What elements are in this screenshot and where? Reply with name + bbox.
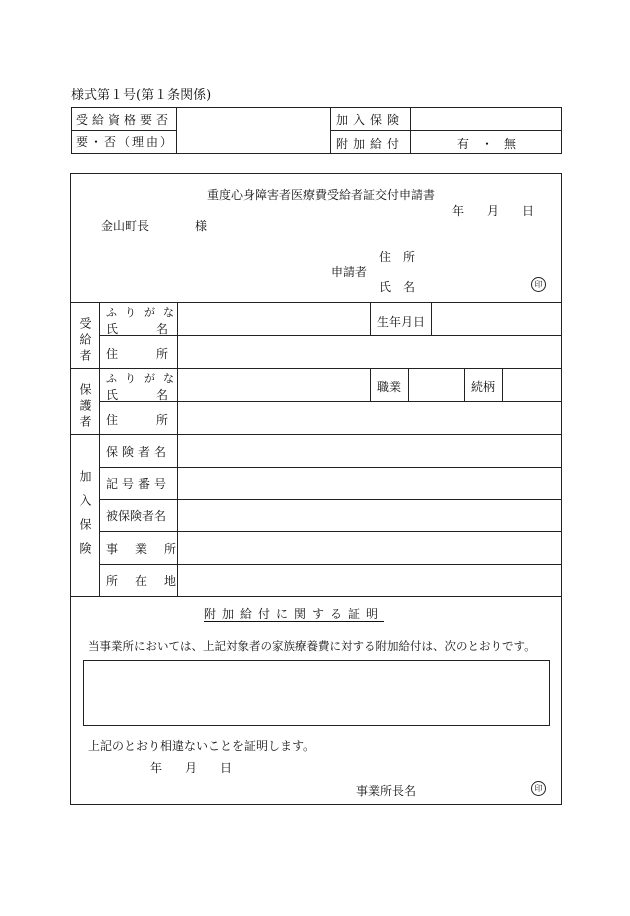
cert-date-year-label: 年: [150, 761, 163, 775]
seal-icon: 印: [531, 277, 546, 292]
guardian-address-label: 住所: [106, 413, 207, 427]
guardian-furigana-label: ふりがな: [106, 372, 182, 385]
eligibility-value[interactable]: [177, 108, 329, 153]
confirm-text: 上記のとおり相違ないことを証明します。: [88, 739, 316, 753]
none-option[interactable]: 無: [504, 137, 517, 151]
office-field[interactable]: [178, 532, 561, 563]
birthdate-label: 生年月日: [377, 315, 426, 329]
office-label: 事業所: [106, 542, 194, 556]
guardian-name-field[interactable]: [178, 369, 369, 400]
grid-line: [370, 302, 371, 335]
insurance-value[interactable]: [411, 108, 561, 130]
relationship-label: 続柄: [471, 380, 496, 394]
certification-content-box[interactable]: [83, 660, 550, 726]
has-option[interactable]: 有: [457, 137, 470, 151]
recipient-section-label: 受給者: [78, 317, 92, 365]
insured-person-label: 被保険者名: [106, 509, 167, 523]
guardian-address-field[interactable]: [178, 402, 561, 433]
grid-line: [370, 368, 371, 401]
applicant-label: 申請者: [331, 265, 368, 279]
grid-line: [464, 368, 465, 401]
employer-name-label: 事業所長名: [356, 784, 417, 798]
date-month-label: 月: [487, 204, 500, 218]
eligibility-divider: [71, 130, 176, 131]
symbol-number-field[interactable]: [178, 468, 561, 498]
recipient-name-label: 氏名: [106, 322, 207, 336]
applicant-address-label: 住 所: [379, 250, 416, 264]
relationship-field[interactable]: [503, 369, 561, 400]
recipient-furigana-label: ふりがな: [106, 306, 182, 319]
cert-date-day-label: 日: [220, 761, 233, 775]
addressee: 金山町長: [101, 219, 150, 233]
insurance-divider: [330, 130, 562, 131]
occupation-field[interactable]: [409, 369, 463, 400]
recipient-address-field[interactable]: [178, 336, 561, 367]
date-day-label: 日: [522, 204, 535, 218]
separator-dot: ・: [481, 137, 494, 151]
date-year-label: 年: [452, 204, 465, 218]
certification-statement: 当事業所においては、上記対象者の家族療養費に対する附加給付は、次のとおりです。: [88, 639, 536, 653]
symbol-number-label: 記号番号: [106, 477, 171, 491]
grid-line: [99, 302, 100, 596]
guardian-name-label: 氏名: [106, 388, 207, 402]
eligibility-label: 受給資格要否: [76, 113, 173, 127]
additional-benefit-label: 附加給付: [336, 137, 405, 151]
guardian-section-label: 保護者: [78, 383, 92, 431]
certification-title: 附加給付に関する証明: [204, 607, 385, 621]
recipient-name-field[interactable]: [178, 303, 369, 334]
insurance-section-label: 加入保険: [78, 470, 92, 566]
grid-line: [330, 107, 331, 154]
insured-person-field[interactable]: [178, 500, 561, 530]
insurer-name-label: 保険者名: [106, 445, 171, 459]
insurer-name-field[interactable]: [178, 435, 561, 466]
insurance-label: 加入保険: [336, 113, 405, 127]
honorific: 様: [195, 219, 208, 233]
form-title: 重度心身障害者医療費受給者証交付申請書: [207, 188, 436, 202]
applicant-name-label: 氏 名: [379, 280, 416, 294]
birthdate-field[interactable]: [432, 303, 561, 334]
occupation-label: 職業: [377, 380, 402, 394]
eligibility-reason-label: 要・否（理由）: [76, 135, 175, 149]
location-field[interactable]: [178, 565, 561, 595]
recipient-address-label: 住所: [106, 347, 207, 361]
grid-line: [70, 596, 562, 597]
seal-icon: 印: [531, 781, 546, 796]
cert-date-month-label: 月: [185, 761, 198, 775]
location-label: 所在地: [106, 574, 194, 588]
form-number: 様式第１号(第１条関係): [71, 88, 212, 103]
